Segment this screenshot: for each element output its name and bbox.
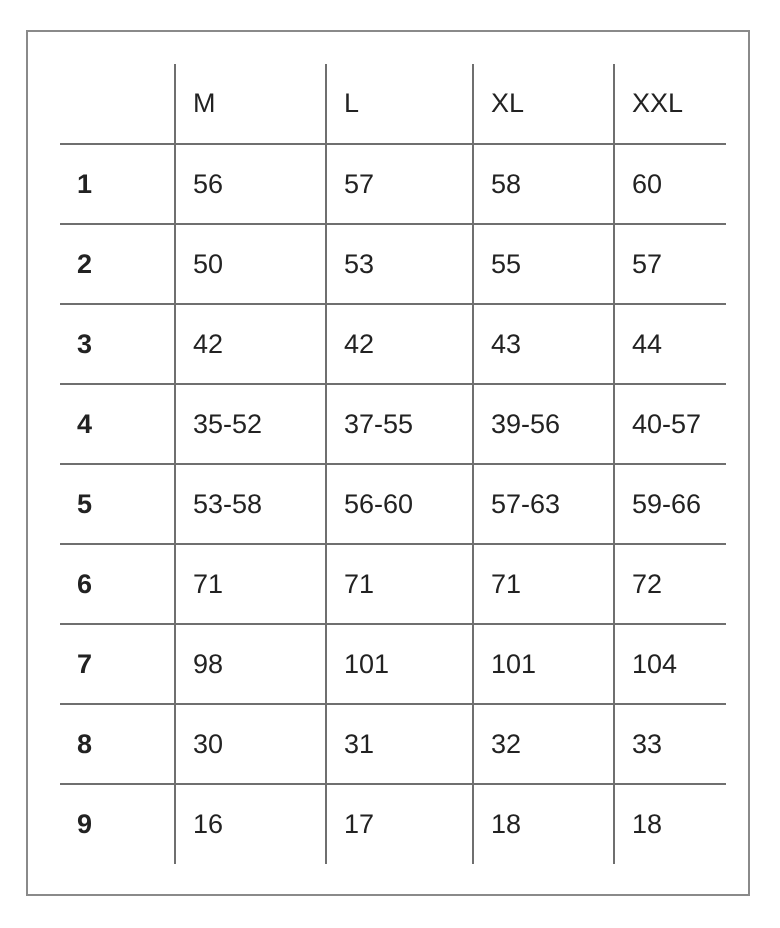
- table-cell: 30: [175, 704, 326, 784]
- row-label: 6: [60, 544, 175, 624]
- table-cell: 53: [326, 224, 473, 304]
- table-cell: 35-52: [175, 384, 326, 464]
- table-cell: 18: [473, 784, 614, 864]
- row-label: 4: [60, 384, 175, 464]
- table-row: [60, 384, 726, 464]
- table-cell: 56-60: [326, 464, 473, 544]
- table-cell: 33: [614, 704, 726, 784]
- table-cell: 59-66: [614, 464, 726, 544]
- table-cell: 43: [473, 304, 614, 384]
- table-cell: 18: [614, 784, 726, 864]
- table-row: [60, 624, 726, 704]
- header-size-xxl: XXL: [614, 64, 726, 144]
- table-row: [60, 144, 726, 224]
- table-row: [60, 304, 726, 384]
- row-label: 8: [60, 704, 175, 784]
- row-label: 2: [60, 224, 175, 304]
- row-label: 9: [77, 809, 93, 839]
- table-cell: 16: [175, 784, 326, 864]
- table-row: [60, 464, 726, 544]
- table-cell: 57-63: [473, 464, 614, 544]
- table-cell: 56: [175, 144, 326, 224]
- table-cell: 50: [175, 224, 326, 304]
- table-cell: 42: [175, 304, 326, 384]
- table-cell: 71: [473, 544, 614, 624]
- row-label: 5: [60, 464, 175, 544]
- table-cell: 72: [614, 544, 726, 624]
- table-cell: 60: [614, 144, 726, 224]
- table-row: [60, 704, 726, 784]
- header-size-l: L: [326, 64, 473, 144]
- table-cell: 40-57: [614, 384, 726, 464]
- table-cell: 71: [175, 544, 326, 624]
- table-cell: 55: [473, 224, 614, 304]
- table-cell: 71: [326, 544, 473, 624]
- row-label: 7: [60, 624, 175, 704]
- size-chart-table: [60, 64, 726, 864]
- table-cell: 57: [326, 144, 473, 224]
- table-cell: 37-55: [326, 384, 473, 464]
- table-cell: 104: [614, 624, 726, 704]
- table-cell: 32: [473, 704, 614, 784]
- header-row: [60, 64, 726, 144]
- table-row: [60, 224, 726, 304]
- table-cell: 98: [175, 624, 326, 704]
- header-corner-cell: [60, 64, 175, 144]
- table-cell: 101: [473, 624, 614, 704]
- table-cell: 53-58: [175, 464, 326, 544]
- table-cell: 39-56: [473, 384, 614, 464]
- table-cell: 17: [326, 784, 473, 864]
- table-cell: 42: [326, 304, 473, 384]
- table-cell: 57: [614, 224, 726, 304]
- table-cell: 101: [326, 624, 473, 704]
- header-size-m: M: [175, 64, 326, 144]
- header-size-xl: XL: [473, 64, 614, 144]
- table-row: [60, 544, 726, 624]
- table-cell: 31: [326, 704, 473, 784]
- row-label: 1: [60, 144, 175, 224]
- table-row: [60, 784, 726, 864]
- table-cell: 44: [614, 304, 726, 384]
- table-cell: 58: [473, 144, 614, 224]
- row-label: 3: [60, 304, 175, 384]
